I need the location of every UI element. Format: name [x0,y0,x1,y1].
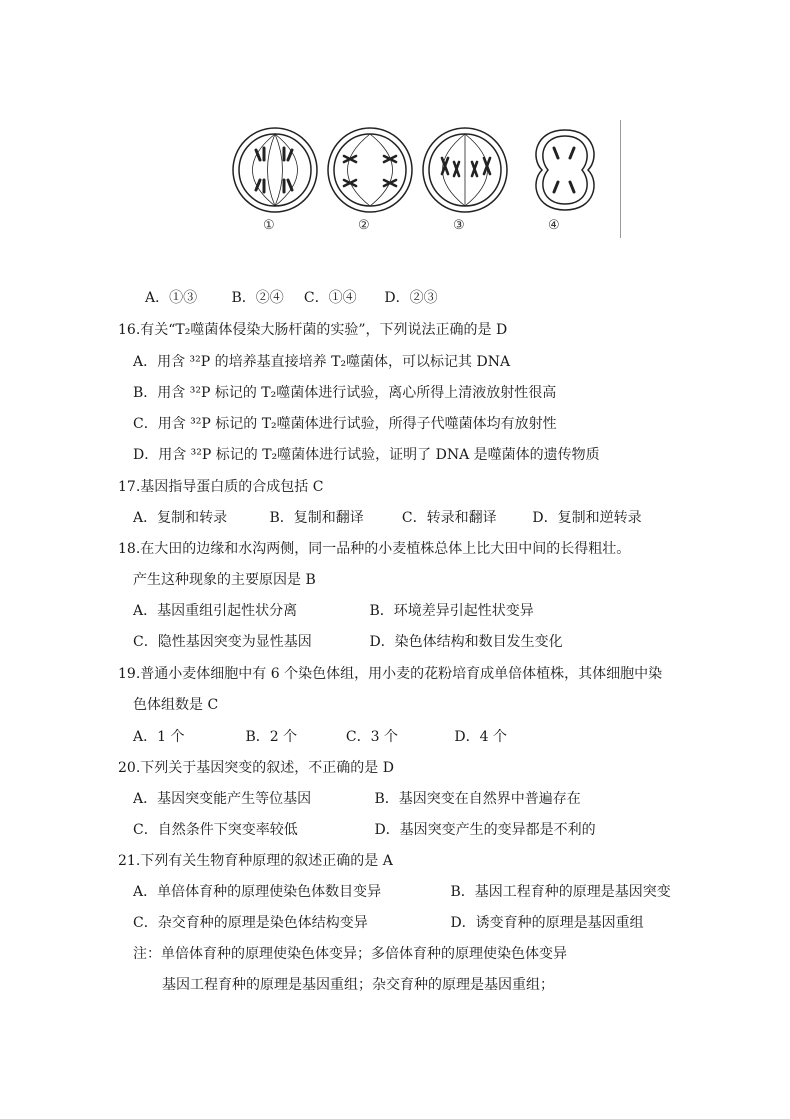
cell-diagram-4 [536,130,594,210]
q20-options-row1 [133,789,581,809]
q21-note-line1: 注：单倍体育种的原理使染色体变异；多倍体育种的原理使染色体变异 [133,946,567,962]
q16-option-b: B．用含 ³²P 标记的 T₂噬菌体进行试验，离心所得上清液放射性很高 [133,385,557,401]
q18-option-b: B．环境差异引起性状变异 [369,603,534,619]
figure-caption-2: ② [358,218,370,233]
q21-stem: 21.下列有关生物育种原理的叙述正确的是 A [118,853,393,869]
q19-options [133,727,507,747]
q21-options-row2 [133,913,644,933]
q16-option-a: A．用含 ³²P 的培养基直接培养 T₂噬菌体，可以标记其 DNA [133,354,511,370]
q18-option-a: A．基因重组引起性状分离 [133,603,298,619]
q18-stem-line2: 产生这种现象的主要原因是 B [133,572,316,588]
q19-stem-line1: 19.普通小麦体细胞中有 6 个染色体组，用小麦的花粉培育成单倍体植株，其体细胞中染 [118,666,663,682]
q15-option-c: C．①④ [303,290,357,306]
q20-options-row2 [133,820,596,840]
q20-option-d: D．基因突变产生的变异都是不利的 [374,822,596,838]
cell-diagram-3 [423,128,507,212]
figure-caption-1: ① [263,218,275,233]
q19-option-b: B．2 个 [245,729,298,745]
q21-option-d: D．诱变育种的原理是基因重组 [450,915,644,931]
cell-diagram-2 [328,128,412,212]
q15-option-a: A．①③ [145,290,198,306]
q15-option-d: D．②③ [384,290,438,306]
q18-stem-line1: 18.在大田的边缘和水沟两侧，同一品种的小麦植株总体上比大田中间的长得粗壮。 [118,541,631,557]
q19-stem-line2: 色体组数是 C [133,697,219,713]
q17-option-b: B．复制和翻译 [269,510,364,526]
q19-option-a: A．1 个 [133,729,185,745]
q15-option-b: B．②④ [231,290,284,306]
q18-option-c: C．隐性基因突变为显性基因 [133,634,312,650]
q16-option-d: D．用含 ³²P 标记的 T₂噬菌体进行试验，证明了 DNA 是噬菌体的遗传物质 [133,447,600,463]
q17-option-d: D．复制和逆转录 [532,510,642,526]
q21-option-c: C．杂交育种的原理是染色体结构变异 [133,915,368,931]
q17-stem: 17.基因指导蛋白质的合成包括 C [118,479,324,495]
q16-stem: 16.有关“T₂噬菌体侵染大肠杆菌的实验”，下列说法正确的是 D [118,322,508,338]
figure-caption-4: ④ [548,218,560,233]
q16-option-c: C．用含 ³²P 标记的 T₂噬菌体进行试验，所得子代噬菌体均有放射性 [133,416,557,432]
q19-option-d: D．4 个 [454,729,507,745]
q17-options [133,508,642,528]
q20-option-b: B．基因突变在自然界中普遍存在 [374,791,581,807]
q20-option-c: C．自然条件下突变率较低 [133,822,298,838]
q17-option-c: C．转录和翻译 [401,510,497,526]
q15-options [145,288,438,308]
q18-option-d: D．染色体结构和数目发生变化 [369,634,563,650]
figure-caption-3: ③ [453,218,465,233]
q21-options-row1 [133,882,671,902]
q21-option-a: A．单倍体育种的原理使染色体数目变异 [133,884,382,900]
q20-option-a: A．基因突变能产生等位基因 [133,791,312,807]
q20-stem: 20.下列关于基因突变的叙述，不正确的是 D [118,760,394,776]
divider-line [620,120,621,238]
cell-division-figure [220,118,630,243]
q18-options-row2 [133,632,563,652]
q18-options-row1 [133,601,534,621]
cell-diagram-1 [233,128,317,212]
q17-option-a: A．复制和转录 [133,510,228,526]
q21-note-line2: 基因工程育种的原理是基因重组；杂交育种的原理是基因重组； [162,977,554,993]
q21-option-b: B．基因工程育种的原理是基因突变 [450,884,671,900]
q19-option-c: C．3 个 [345,729,398,745]
